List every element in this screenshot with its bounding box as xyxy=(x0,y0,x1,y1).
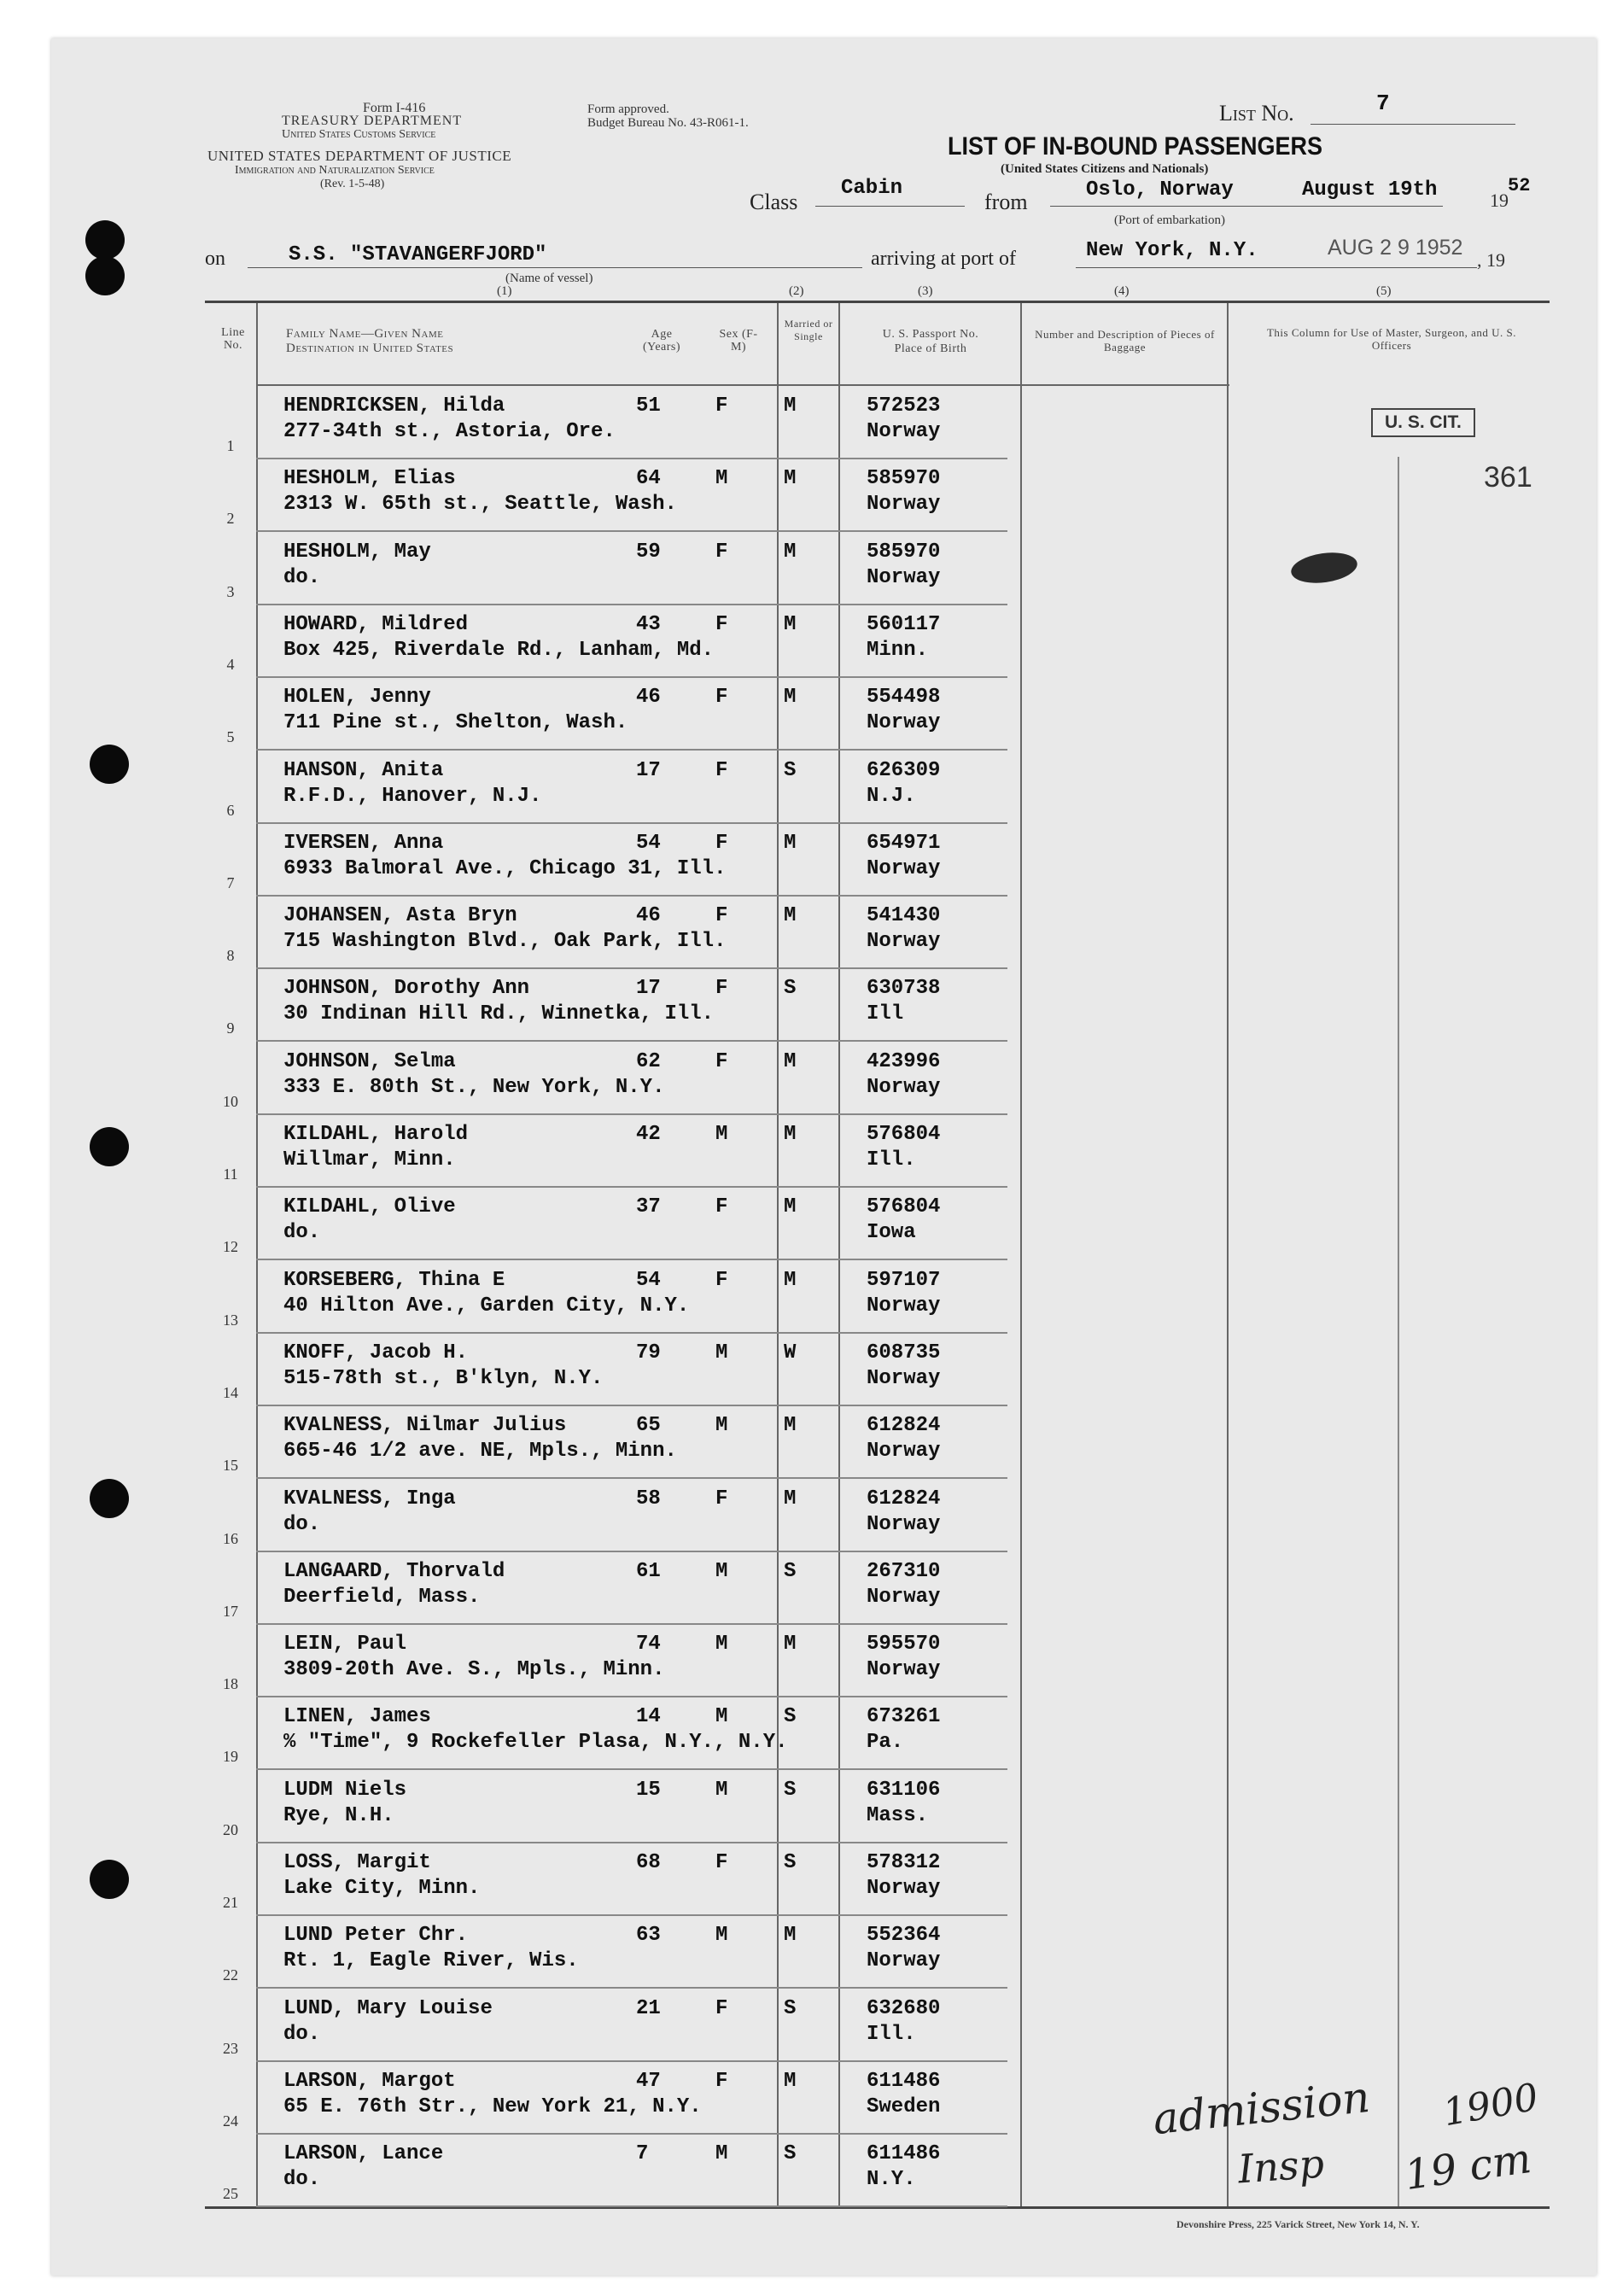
passenger-sex: F xyxy=(715,394,728,418)
place-of-birth: Norway xyxy=(867,420,941,443)
passenger-sex: F xyxy=(715,1487,728,1510)
embark-date: August 19th xyxy=(1302,178,1438,202)
destination-address: Rye, N.H. xyxy=(283,1803,394,1827)
passenger-sex: F xyxy=(715,904,728,928)
passenger-name: JOHNSON, Dorothy Ann xyxy=(283,977,530,1001)
arrival-date-stamp: AUG 2 9 1952 xyxy=(1328,236,1463,260)
marital-status: S xyxy=(784,1996,797,2020)
table-row xyxy=(0,1770,1617,1843)
marital-status: S xyxy=(784,1851,797,1874)
passenger-age: 51 xyxy=(636,394,661,418)
passport-number: 552364 xyxy=(867,1924,941,1948)
table-row xyxy=(0,1479,1617,1552)
header-officers: This Column for Use of Master, Surgeon, and U. S. Officers xyxy=(1266,326,1517,352)
passenger-name: HOLEN, Jenny xyxy=(283,686,431,710)
destination-address: 515-78th st., B'klyn, N.Y. xyxy=(283,1366,604,1390)
marital-status: M xyxy=(784,1195,797,1219)
destination-address: do. xyxy=(283,565,321,589)
destination-address: Willmar, Minn. xyxy=(283,1148,456,1171)
marital-status: S xyxy=(784,977,797,1001)
marital-status: M xyxy=(784,1049,797,1073)
marital-status: M xyxy=(784,904,797,928)
passenger-age: 43 xyxy=(636,612,661,636)
passenger-age: 54 xyxy=(636,831,661,855)
passenger-name: KVALNESS, Inga xyxy=(283,1487,456,1510)
passport-number: 654971 xyxy=(867,831,941,855)
customs-service: United States Customs Service xyxy=(282,128,436,141)
place-of-birth: Norway xyxy=(867,493,941,517)
destination-address: 277-34th st., Astoria, Ore. xyxy=(283,420,616,443)
vessel-underline xyxy=(248,267,862,268)
passenger-sex: M xyxy=(715,1123,728,1146)
place-of-birth: Norway xyxy=(867,930,941,954)
passenger-name: HENDRICKSEN, Hilda xyxy=(283,394,505,418)
line-number: 25 xyxy=(223,2185,238,2203)
line-number: 20 xyxy=(223,1820,238,1838)
place-of-birth: Norway xyxy=(867,1440,941,1463)
row-separator xyxy=(256,2205,1007,2207)
handwritten-annotation-2: Insp xyxy=(1236,2140,1326,2193)
punch-hole xyxy=(85,256,125,295)
passenger-age: 68 xyxy=(636,1851,661,1874)
line-number: 3 xyxy=(226,582,235,600)
destination-address: do. xyxy=(283,1512,321,1536)
destination-address: R.F.D., Hanover, N.J. xyxy=(283,784,542,808)
place-of-birth: Mass. xyxy=(867,1803,929,1827)
line-number: 19 xyxy=(223,1748,238,1766)
from-value: Oslo, Norway xyxy=(1086,178,1234,202)
passenger-age: 47 xyxy=(636,2069,661,2093)
destination-address: 65 E. 76th Str., New York 21, N.Y. xyxy=(283,2094,702,2118)
passenger-name: KORSEBERG, Thina E xyxy=(283,1268,505,1292)
form-title: LIST OF IN-BOUND PASSENGERS xyxy=(948,132,1323,161)
table-row xyxy=(0,1333,1617,1406)
column-number-1: (1) xyxy=(497,284,512,298)
form-number: Form I-416 xyxy=(363,101,426,115)
header-baggage: Number and Description of Pieces of Baggage xyxy=(1035,328,1215,353)
vessel-name: S.S. "STAVANGERFJORD" xyxy=(289,243,547,266)
header-destination: Destination in United States xyxy=(286,342,454,355)
passenger-sex: F xyxy=(715,686,728,710)
arrival-year-label: , 19 xyxy=(1477,249,1505,271)
line-number: 18 xyxy=(223,1675,238,1693)
revision: (Rev. 1-5-48) xyxy=(320,178,385,190)
table-row xyxy=(0,1405,1617,1479)
passport-number: 630738 xyxy=(867,977,941,1001)
line-number: 2 xyxy=(226,510,235,528)
line-number: 22 xyxy=(223,1966,238,1984)
header-line-no: Line No. xyxy=(221,326,245,352)
passport-number: 595570 xyxy=(867,1633,941,1656)
place-of-birth: Iowa xyxy=(867,1221,916,1245)
passport-number: 608735 xyxy=(867,1341,941,1364)
table-row xyxy=(0,1697,1617,1770)
destination-address: Lake City, Minn. xyxy=(283,1877,481,1900)
place-of-birth: Norway xyxy=(867,1366,941,1390)
line-number: 13 xyxy=(223,1311,238,1329)
passenger-age: 46 xyxy=(636,686,661,710)
destination-address: do. xyxy=(283,2022,321,2046)
form-approved: Form approved. xyxy=(587,102,669,116)
marital-status: M xyxy=(784,612,797,636)
place-of-birth: Sweden xyxy=(867,2094,941,2118)
passenger-age: 62 xyxy=(636,1049,661,1073)
passport-number: 611486 xyxy=(867,2069,941,2093)
passenger-sex: F xyxy=(715,1195,728,1219)
passenger-name: KVALNESS, Nilmar Julius xyxy=(283,1414,567,1438)
destination-address: 6933 Balmoral Ave., Chicago 31, Ill. xyxy=(283,856,727,880)
header-passport: U. S. Passport No. xyxy=(882,328,979,341)
passenger-name: JOHANSEN, Asta Bryn xyxy=(283,904,517,928)
table-top-border xyxy=(205,301,1550,303)
passport-number: 423996 xyxy=(867,1049,941,1073)
passenger-name: LOSS, Margit xyxy=(283,1851,431,1874)
table-row xyxy=(0,1915,1617,1989)
table-row xyxy=(0,677,1617,751)
printer-imprint: Devonshire Press, 225 Varick Street, New York 14, N. Y. xyxy=(1176,2218,1420,2230)
passenger-sex: M xyxy=(715,1341,728,1364)
place-of-birth: Norway xyxy=(867,1585,941,1609)
passenger-name: KNOFF, Jacob H. xyxy=(283,1341,469,1364)
place-of-birth: Ill xyxy=(867,1002,904,1026)
table-row xyxy=(0,896,1617,969)
handwritten-annotation-3: 1900 xyxy=(1439,2075,1542,2135)
line-number: 21 xyxy=(223,1894,238,1911)
passport-number: 631106 xyxy=(867,1778,941,1802)
table-row xyxy=(0,2061,1617,2135)
table-row xyxy=(0,823,1617,897)
table-row xyxy=(0,968,1617,1042)
header-name: Family Name—Given Name xyxy=(286,327,444,341)
table-row xyxy=(0,1989,1617,2062)
destination-address: 40 Hilton Ave., Garden City, N.Y. xyxy=(283,1294,690,1317)
passenger-sex: M xyxy=(715,467,728,491)
line-number: 7 xyxy=(226,873,235,891)
passenger-sex: F xyxy=(715,1049,728,1073)
line-number: 6 xyxy=(226,801,235,819)
header-sex: Sex (F-M) xyxy=(719,328,758,353)
destination-address: do. xyxy=(283,1221,321,1245)
destination-address: Box 425, Riverdale Rd., Lanham, Md. xyxy=(283,638,715,662)
passport-number: 554498 xyxy=(867,686,941,710)
place-of-birth: Norway xyxy=(867,711,941,735)
passport-number: 576804 xyxy=(867,1123,941,1146)
passenger-age: 17 xyxy=(636,758,661,782)
year-prefix: 19 xyxy=(1490,190,1509,211)
passenger-age: 61 xyxy=(636,1559,661,1583)
passenger-age: 46 xyxy=(636,904,661,928)
passenger-sex: F xyxy=(715,1996,728,2020)
passenger-name: KILDAHL, Harold xyxy=(283,1123,469,1146)
passenger-age: 63 xyxy=(636,1924,661,1948)
passenger-sex: M xyxy=(715,1559,728,1583)
marital-status: M xyxy=(784,1268,797,1292)
passenger-name: LANGAARD, Thorvald xyxy=(283,1559,505,1583)
destination-address: 333 E. 80th St., New York, N.Y. xyxy=(283,1075,665,1099)
line-number: 17 xyxy=(223,1602,238,1620)
place-of-birth: Norway xyxy=(867,1294,941,1317)
class-label: Class xyxy=(750,190,798,214)
line-number: 23 xyxy=(223,2039,238,2057)
passenger-name: LINEN, James xyxy=(283,1705,431,1729)
table-row xyxy=(0,459,1617,532)
on-label: on xyxy=(205,248,225,270)
header-married-single: Married or Single xyxy=(784,318,833,342)
passenger-sex: F xyxy=(715,1851,728,1874)
passenger-age: 17 xyxy=(636,977,661,1001)
table-row xyxy=(0,1042,1617,1115)
passenger-age: 37 xyxy=(636,1195,661,1219)
passenger-name: LEIN, Paul xyxy=(283,1633,407,1656)
passenger-age: 14 xyxy=(636,1705,661,1729)
vessel-note: (Name of vessel) xyxy=(505,272,593,285)
place-of-birth: Norway xyxy=(867,1512,941,1536)
passport-number: 560117 xyxy=(867,612,941,636)
passenger-sex: F xyxy=(715,612,728,636)
place-of-birth: Norway xyxy=(867,856,941,880)
handwritten-annotation-4: 19 cm xyxy=(1401,2134,1534,2200)
line-number: 8 xyxy=(226,947,235,965)
marital-status: M xyxy=(784,1414,797,1438)
passenger-name: HESHOLM, May xyxy=(283,540,431,564)
marital-status: M xyxy=(784,467,797,491)
us-cit-stamp: U. S. CIT. xyxy=(1371,408,1475,437)
marital-status: M xyxy=(784,1633,797,1656)
passenger-name: KILDAHL, Olive xyxy=(283,1195,456,1219)
destination-address: 2313 W. 65th st., Seattle, Wash. xyxy=(283,493,677,517)
passport-number: 597107 xyxy=(867,1268,941,1292)
ins-service: Immigration and Naturalization Service xyxy=(235,164,435,177)
passenger-age: 42 xyxy=(636,1123,661,1146)
budget-bureau: Budget Bureau No. 43-R061-1. xyxy=(587,116,749,130)
line-number: 11 xyxy=(223,1166,238,1183)
passenger-sex: M xyxy=(715,1633,728,1656)
table-row xyxy=(0,1187,1617,1260)
table-row xyxy=(0,1260,1617,1334)
table-row xyxy=(0,2134,1617,2207)
passenger-age: 15 xyxy=(636,1778,661,1802)
passport-number: 541430 xyxy=(867,904,941,928)
table-row xyxy=(0,1551,1617,1625)
table-row xyxy=(0,1843,1617,1916)
place-of-birth: Norway xyxy=(867,1949,941,1973)
place-of-birth: Ill. xyxy=(867,1148,916,1171)
passenger-sex: M xyxy=(715,2142,728,2166)
arrival-underline xyxy=(1076,267,1477,268)
passenger-age: 7 xyxy=(636,2142,649,2166)
class-underline xyxy=(815,206,965,207)
passenger-sex: F xyxy=(715,2069,728,2093)
marital-status: M xyxy=(784,831,797,855)
passenger-name: LARSON, Margot xyxy=(283,2069,456,2093)
line-number: 15 xyxy=(223,1457,238,1475)
list-no-underline xyxy=(1311,124,1515,125)
passenger-name: HOWARD, Mildred xyxy=(283,612,469,636)
passenger-name: HANSON, Anita xyxy=(283,758,444,782)
place-of-birth: N.J. xyxy=(867,784,916,808)
passenger-age: 79 xyxy=(636,1341,661,1364)
passenger-sex: F xyxy=(715,1268,728,1292)
table-row xyxy=(0,1114,1617,1188)
line-number: 24 xyxy=(223,2112,238,2129)
passport-number: 267310 xyxy=(867,1559,941,1583)
marital-status: W xyxy=(784,1341,797,1364)
table-row xyxy=(0,1624,1617,1697)
year-suffix: 52 xyxy=(1508,175,1531,196)
list-no-label: List No. xyxy=(1219,101,1294,126)
line-number: 5 xyxy=(226,728,235,746)
passenger-name: JOHNSON, Selma xyxy=(283,1049,456,1073)
destination-address: 30 Indinan Hill Rd., Winnetka, Ill. xyxy=(283,1002,715,1026)
line-number: 4 xyxy=(226,655,235,673)
passport-number: 612824 xyxy=(867,1414,941,1438)
passenger-age: 54 xyxy=(636,1268,661,1292)
passenger-sex: F xyxy=(715,831,728,855)
destination-address: do. xyxy=(283,2168,321,2192)
passport-number: 612824 xyxy=(867,1487,941,1510)
passenger-sex: M xyxy=(715,1414,728,1438)
passenger-sex: M xyxy=(715,1778,728,1802)
marital-status: M xyxy=(784,686,797,710)
passenger-name: LUDM Niels xyxy=(283,1778,407,1802)
passenger-age: 74 xyxy=(636,1633,661,1656)
passenger-sex: F xyxy=(715,540,728,564)
destination-address: Deerfield, Mass. xyxy=(283,1585,481,1609)
from-underline xyxy=(1050,206,1443,207)
punch-hole xyxy=(85,220,125,260)
passport-number: 585970 xyxy=(867,467,941,491)
passenger-sex: F xyxy=(715,758,728,782)
header-birthplace: Place of Birth xyxy=(894,342,967,355)
table-row xyxy=(0,605,1617,678)
marital-status: M xyxy=(784,540,797,564)
passport-number: 578312 xyxy=(867,1851,941,1874)
passenger-age: 21 xyxy=(636,1996,661,2020)
marital-status: S xyxy=(784,758,797,782)
marital-status: M xyxy=(784,1123,797,1146)
passenger-age: 64 xyxy=(636,467,661,491)
destination-address: 715 Washington Blvd., Oak Park, Ill. xyxy=(283,930,727,954)
passenger-name: IVERSEN, Anna xyxy=(283,831,444,855)
table-row xyxy=(0,532,1617,605)
column-number-2: (2) xyxy=(789,284,804,298)
passenger-name: LARSON, Lance xyxy=(283,2142,444,2166)
handwritten-annotation-1: admission xyxy=(1150,2071,1373,2145)
header-age: Age (Years) xyxy=(642,328,681,353)
marital-status: S xyxy=(784,1559,797,1583)
passenger-age: 59 xyxy=(636,540,661,564)
passenger-name: LUND Peter Chr. xyxy=(283,1924,469,1948)
line-number: 16 xyxy=(223,1529,238,1547)
list-no-value: 7 xyxy=(1376,91,1390,116)
place-of-birth: Norway xyxy=(867,1658,941,1682)
line-number: 10 xyxy=(223,1092,238,1110)
arrival-port: New York, N.Y. xyxy=(1086,239,1258,262)
destination-address: 665-46 1/2 ave. NE, Mpls., Minn. xyxy=(283,1440,677,1463)
place-of-birth: Minn. xyxy=(867,638,929,662)
department-of-justice: UNITED STATES DEPARTMENT OF JUSTICE xyxy=(207,148,512,164)
passport-number: 576804 xyxy=(867,1195,941,1219)
table-row xyxy=(0,751,1617,824)
passport-number: 673261 xyxy=(867,1705,941,1729)
marital-status: M xyxy=(784,2069,797,2093)
passenger-age: 58 xyxy=(636,1487,661,1510)
class-value: Cabin xyxy=(841,177,903,200)
treasury-department: TREASURY DEPARTMENT xyxy=(282,114,463,128)
line-number: 14 xyxy=(223,1383,238,1401)
passenger-sex: M xyxy=(715,1924,728,1948)
column-number-3: (3) xyxy=(918,284,933,298)
column-number-5: (5) xyxy=(1376,284,1392,298)
marital-status: M xyxy=(784,1924,797,1948)
place-of-birth: Norway xyxy=(867,1075,941,1099)
register-number: 361 xyxy=(1484,461,1532,494)
passport-number: 632680 xyxy=(867,1996,941,2020)
passport-number: 585970 xyxy=(867,540,941,564)
passenger-sex: F xyxy=(715,977,728,1001)
arriving-label: arriving at port of xyxy=(871,248,1016,270)
passport-number: 611486 xyxy=(867,2142,941,2166)
passport-number: 572523 xyxy=(867,394,941,418)
passport-number: 626309 xyxy=(867,758,941,782)
destination-address: 711 Pine st., Shelton, Wash. xyxy=(283,711,628,735)
passenger-sex: M xyxy=(715,1705,728,1729)
destination-address: Rt. 1, Eagle River, Wis. xyxy=(283,1949,579,1973)
marital-status: S xyxy=(784,1778,797,1802)
place-of-birth: Ill. xyxy=(867,2022,916,2046)
destination-address: % "Time", 9 Rockefeller Plasa, N.Y., N.Y. xyxy=(283,1731,788,1755)
passenger-name: LUND, Mary Louise xyxy=(283,1996,493,2020)
place-of-birth: Pa. xyxy=(867,1731,904,1755)
from-label: from xyxy=(984,190,1028,214)
form-subtitle: (United States Citizens and Nationals) xyxy=(1001,162,1209,176)
marital-status: S xyxy=(784,2142,797,2166)
marital-status: S xyxy=(784,1705,797,1729)
place-of-birth: N.Y. xyxy=(867,2168,916,2192)
passenger-age: 65 xyxy=(636,1414,661,1438)
port-of-embarkation-note: (Port of embarkation) xyxy=(1114,213,1225,227)
place-of-birth: Norway xyxy=(867,1877,941,1900)
line-number: 12 xyxy=(223,1238,238,1256)
marital-status: M xyxy=(784,394,797,418)
line-number: 9 xyxy=(226,1019,235,1037)
passenger-name: HESHOLM, Elias xyxy=(283,467,456,491)
destination-address: 3809-20th Ave. S., Mpls., Minn. xyxy=(283,1658,665,1682)
marital-status: M xyxy=(784,1487,797,1510)
column-number-4: (4) xyxy=(1114,284,1130,298)
place-of-birth: Norway xyxy=(867,565,941,589)
line-number: 1 xyxy=(226,437,235,454)
